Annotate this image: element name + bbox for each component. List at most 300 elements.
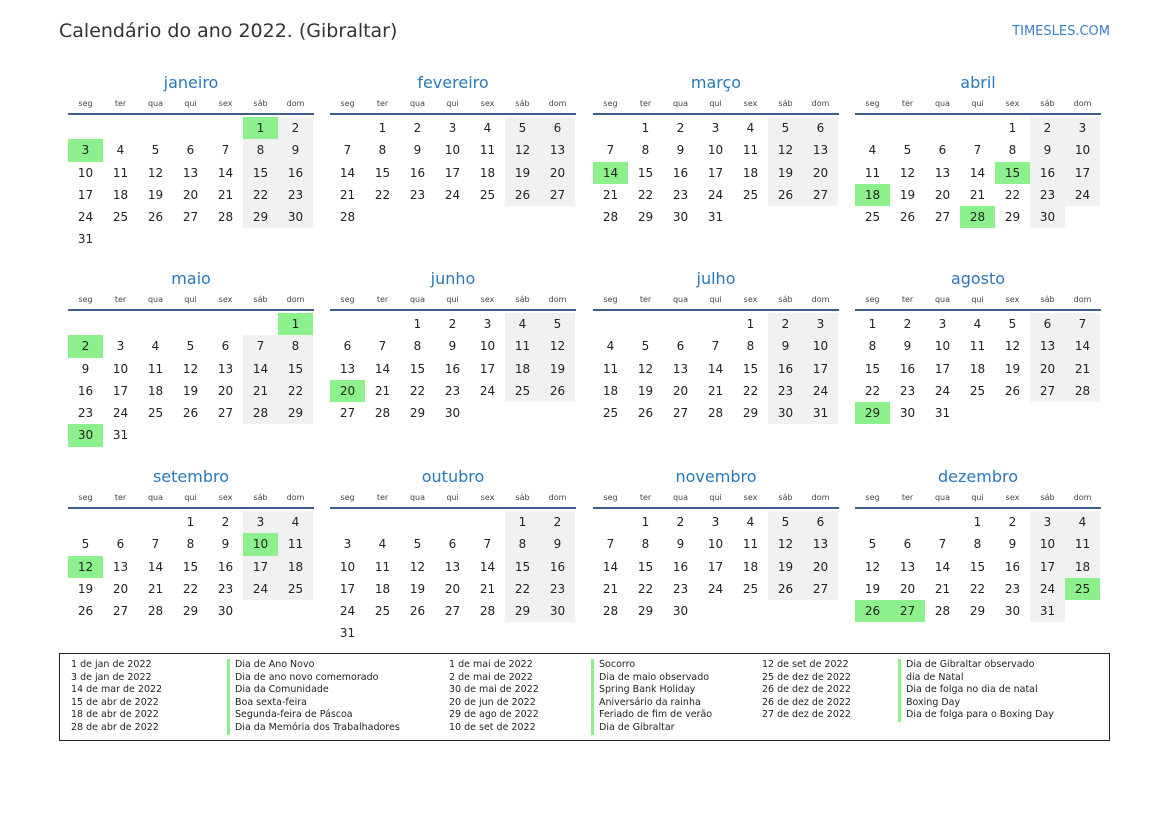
weekday-label: qua xyxy=(409,295,426,304)
day-cell: 19 xyxy=(768,556,803,578)
day-cell: 19 xyxy=(637,383,654,398)
day-cell: 28 xyxy=(707,406,724,421)
day-cell: 19 xyxy=(505,162,540,184)
day-cell: 8 xyxy=(641,143,650,158)
weekday-label: seg xyxy=(865,295,880,304)
day-cell: 14 xyxy=(243,358,278,380)
day-cell: 26 xyxy=(147,210,164,225)
weekday-label: seg xyxy=(865,493,880,502)
weekday-label: sex xyxy=(743,493,758,502)
legend-date: 20 de jun de 2022 xyxy=(449,696,536,708)
day-cell: 2 xyxy=(1008,515,1017,529)
month-title: março xyxy=(690,73,742,92)
day-cell: 3 xyxy=(116,339,125,354)
weekday-label: ter xyxy=(901,493,914,502)
day-cell: 26 xyxy=(505,184,540,206)
legend-holiday-name: Dia de Gibraltar observado xyxy=(898,659,1054,672)
weekday-label: seg xyxy=(603,99,618,108)
day-cell: 23 xyxy=(672,581,689,596)
day-cell: 11 xyxy=(742,143,759,158)
empty-day-cell xyxy=(330,313,365,335)
day-cell: 18 xyxy=(147,383,164,398)
holiday-day-cell: 1 xyxy=(243,117,278,139)
day-cell: 8 xyxy=(973,537,982,552)
day-cell: 23 xyxy=(1030,184,1065,206)
weekday-header xyxy=(855,98,1101,115)
weekday-label: sáb xyxy=(778,493,793,502)
day-cell: 14 xyxy=(934,559,951,574)
day-cell: 8 xyxy=(746,339,755,354)
day-cell: 6 xyxy=(343,339,352,354)
weekday-header xyxy=(593,98,839,115)
weekday-label: dom xyxy=(1073,99,1092,108)
brand-link[interactable]: TIMESLES.COM xyxy=(1012,24,1110,39)
legend-date-column xyxy=(762,659,851,722)
day-cell: 19 xyxy=(77,581,94,596)
day-cell: 13 xyxy=(672,361,689,376)
holiday-day-cell: 3 xyxy=(68,139,103,161)
weekday-label: seg xyxy=(603,295,618,304)
month-title: janeiro xyxy=(163,73,219,92)
day-cell: 17 xyxy=(243,556,278,578)
day-cell: 4 xyxy=(505,313,540,335)
day-cell: 31 xyxy=(112,428,129,443)
empty-day-cell xyxy=(628,313,663,335)
month-title: setembro xyxy=(152,467,230,486)
weekday-label: qua xyxy=(672,99,689,108)
day-cell: 15 xyxy=(969,559,986,574)
day-cell: 1 xyxy=(413,317,422,331)
weekday-label: qui xyxy=(446,295,459,304)
empty-day-cell xyxy=(138,511,173,533)
day-cell: 12 xyxy=(147,165,164,180)
legend-holiday-name: Boa sexta-feira xyxy=(227,697,400,710)
holiday-day-cell: 18 xyxy=(855,184,890,206)
day-cell: 28 xyxy=(602,604,619,619)
empty-day-cell xyxy=(68,511,103,533)
day-cell: 20 xyxy=(672,383,689,398)
day-grid xyxy=(68,117,314,251)
weekday-label: qui xyxy=(709,493,722,502)
day-cell: 17 xyxy=(707,165,724,180)
day-cell: 30 xyxy=(672,210,689,225)
weekday-label: ter xyxy=(376,99,389,108)
empty-day-cell xyxy=(138,117,173,139)
day-cell: 28 xyxy=(374,406,391,421)
day-cell: 16 xyxy=(672,559,689,574)
day-cell: 21 xyxy=(934,581,951,596)
day-cell: 19 xyxy=(182,383,199,398)
day-cell: 13 xyxy=(339,361,356,376)
day-cell: 25 xyxy=(479,187,496,202)
day-cell: 26 xyxy=(637,406,654,421)
weekday-label: dom xyxy=(548,493,567,502)
month-agosto xyxy=(855,269,1101,424)
day-cell: 3 xyxy=(1030,511,1065,533)
weekday-label: seg xyxy=(78,493,93,502)
legend-date: 26 de dez de 2022 xyxy=(762,684,851,696)
empty-day-cell xyxy=(330,117,365,139)
day-cell: 5 xyxy=(641,339,650,354)
month-fevereiro xyxy=(330,73,576,228)
day-cell: 28 xyxy=(243,402,278,424)
weekday-label: qui xyxy=(709,295,722,304)
legend-date: 14 de mar de 2022 xyxy=(71,684,163,696)
day-cell: 8 xyxy=(186,537,195,552)
holiday-day-cell: 14 xyxy=(593,162,628,184)
month-title: maio xyxy=(171,269,211,288)
day-cell: 15 xyxy=(409,361,426,376)
legend-holiday-name: Feriado de fim de verão xyxy=(591,709,712,722)
empty-day-cell xyxy=(960,117,995,139)
day-cell: 5 xyxy=(81,537,90,552)
day-cell: 19 xyxy=(540,358,575,380)
day-cell: 22 xyxy=(505,578,540,600)
day-cell: 7 xyxy=(606,143,615,158)
day-cell: 21 xyxy=(602,581,619,596)
empty-day-cell xyxy=(400,511,435,533)
day-cell: 11 xyxy=(112,165,129,180)
day-cell: 8 xyxy=(278,335,313,357)
empty-day-cell xyxy=(925,511,960,533)
day-cell: 16 xyxy=(77,383,94,398)
weekday-label: sáb xyxy=(253,493,268,502)
day-cell: 22 xyxy=(243,184,278,206)
day-cell: 2 xyxy=(903,317,912,331)
weekday-header xyxy=(330,492,576,509)
weekday-header xyxy=(593,492,839,509)
legend-date: 18 de abr de 2022 xyxy=(71,709,159,721)
day-cell: 30 xyxy=(899,406,916,421)
day-cell: 6 xyxy=(540,117,575,139)
day-cell: 13 xyxy=(803,533,838,555)
day-cell: 4 xyxy=(151,339,160,354)
weekday-label: ter xyxy=(901,295,914,304)
day-cell: 23 xyxy=(77,406,94,421)
day-cell: 21 xyxy=(479,581,496,596)
day-cell: 7 xyxy=(151,537,160,552)
empty-day-cell xyxy=(890,117,925,139)
weekday-label: qua xyxy=(409,493,426,502)
day-cell: 8 xyxy=(641,537,650,552)
day-cell: 23 xyxy=(899,383,916,398)
day-cell: 9 xyxy=(1030,139,1065,161)
day-cell: 28 xyxy=(147,604,164,619)
day-cell: 17 xyxy=(112,383,129,398)
weekday-label: dom xyxy=(1073,493,1092,502)
day-grid xyxy=(593,117,839,228)
weekday-label: qua xyxy=(672,295,689,304)
day-cell: 12 xyxy=(505,139,540,161)
day-cell: 25 xyxy=(742,581,759,596)
day-grid xyxy=(593,313,839,424)
day-cell: 4 xyxy=(746,515,755,529)
day-cell: 30 xyxy=(768,402,803,424)
empty-day-cell xyxy=(68,313,103,335)
month-title: agosto xyxy=(950,269,1006,288)
legend-date: 1 de jan de 2022 xyxy=(71,659,152,670)
day-cell: 1 xyxy=(641,515,650,529)
legend-holiday-name: Dia de Ano Novo xyxy=(227,659,400,672)
day-cell: 22 xyxy=(864,383,881,398)
weekday-label: sex xyxy=(743,295,758,304)
weekday-label: sáb xyxy=(515,493,530,502)
day-cell: 9 xyxy=(278,139,313,161)
weekday-label: ter xyxy=(376,295,389,304)
day-cell: 13 xyxy=(540,139,575,161)
weekday-header xyxy=(68,98,314,115)
day-cell: 22 xyxy=(637,187,654,202)
day-cell: 8 xyxy=(378,143,387,158)
day-cell: 17 xyxy=(77,187,94,202)
day-cell: 24 xyxy=(707,581,724,596)
weekday-label: qua xyxy=(147,295,164,304)
day-cell: 17 xyxy=(479,361,496,376)
day-cell: 25 xyxy=(278,578,313,600)
day-cell: 12 xyxy=(540,335,575,357)
empty-day-cell xyxy=(365,313,400,335)
month-junho xyxy=(330,269,576,424)
legend-holiday-name: Boxing Day xyxy=(898,697,1054,710)
weekday-header xyxy=(68,294,314,311)
holiday-day-cell: 28 xyxy=(960,206,995,228)
legend-date-column xyxy=(449,659,539,735)
day-cell: 19 xyxy=(409,581,426,596)
day-cell: 23 xyxy=(409,187,426,202)
day-cell: 7 xyxy=(973,143,982,158)
day-cell: 11 xyxy=(602,361,619,376)
day-cell: 26 xyxy=(899,210,916,225)
day-cell: 8 xyxy=(243,139,278,161)
day-cell: 9 xyxy=(81,361,90,376)
legend-holiday-name: Segunda-feira de Páscoa xyxy=(227,709,400,722)
day-cell: 31 xyxy=(339,626,356,641)
weekday-label: seg xyxy=(340,493,355,502)
holiday-day-cell: 29 xyxy=(855,402,890,424)
day-cell: 1 xyxy=(973,515,982,529)
weekday-label: qua xyxy=(934,295,951,304)
day-grid xyxy=(330,511,576,645)
legend-date: 29 de ago de 2022 xyxy=(449,709,539,721)
day-cell: 11 xyxy=(505,335,540,357)
day-cell: 18 xyxy=(742,559,759,574)
weekday-label: sáb xyxy=(778,295,793,304)
day-cell: 9 xyxy=(448,339,457,354)
day-grid xyxy=(330,117,576,228)
empty-day-cell xyxy=(103,511,138,533)
weekday-header xyxy=(68,492,314,509)
day-cell: 10 xyxy=(339,559,356,574)
day-cell: 4 xyxy=(278,511,313,533)
weekday-label: dom xyxy=(1073,295,1092,304)
day-cell: 12 xyxy=(637,361,654,376)
day-cell: 1 xyxy=(868,317,877,331)
day-cell: 8 xyxy=(413,339,422,354)
holiday-day-cell: 20 xyxy=(330,380,365,402)
legend-holiday-name: Spring Bank Holiday xyxy=(591,684,712,697)
day-cell: 10 xyxy=(112,361,129,376)
weekday-label: sex xyxy=(480,99,495,108)
day-cell: 10 xyxy=(934,339,951,354)
month-março xyxy=(593,73,839,228)
day-cell: 14 xyxy=(479,559,496,574)
day-cell: 1 xyxy=(378,121,387,135)
day-cell: 5 xyxy=(540,313,575,335)
weekday-label: sex xyxy=(1005,493,1020,502)
day-cell: 28 xyxy=(479,604,496,619)
day-cell: 26 xyxy=(768,578,803,600)
legend-date: 10 de set de 2022 xyxy=(449,721,536,733)
day-cell: 30 xyxy=(444,406,461,421)
day-cell: 7 xyxy=(1065,313,1100,335)
day-grid xyxy=(330,313,576,424)
day-cell: 21 xyxy=(602,187,619,202)
legend-holiday-name: Dia de folga para o Boxing Day xyxy=(898,709,1054,722)
weekday-label: qui xyxy=(971,99,984,108)
weekday-label: ter xyxy=(114,99,127,108)
day-cell: 21 xyxy=(374,383,391,398)
day-cell: 17 xyxy=(803,358,838,380)
day-cell: 20 xyxy=(444,581,461,596)
day-cell: 12 xyxy=(182,361,199,376)
legend-date: 30 de mai de 2022 xyxy=(449,684,539,696)
day-cell: 27 xyxy=(112,604,129,619)
holiday-day-cell: 1 xyxy=(278,313,313,335)
legend-date: 3 de jan de 2022 xyxy=(71,671,152,683)
day-cell: 19 xyxy=(1004,361,1021,376)
empty-day-cell xyxy=(173,117,208,139)
day-cell: 6 xyxy=(803,117,838,139)
day-cell: 15 xyxy=(864,361,881,376)
day-cell: 24 xyxy=(444,187,461,202)
day-cell: 7 xyxy=(483,537,492,552)
weekday-header xyxy=(593,294,839,311)
weekday-label: sáb xyxy=(253,99,268,108)
day-cell: 12 xyxy=(1004,339,1021,354)
day-cell: 5 xyxy=(768,117,803,139)
day-cell: 8 xyxy=(505,533,540,555)
day-cell: 4 xyxy=(1065,511,1100,533)
page-title: Calendário do ano 2022. (Gibraltar) xyxy=(59,20,398,42)
day-cell: 9 xyxy=(1008,537,1017,552)
day-cell: 5 xyxy=(768,511,803,533)
day-cell: 2 xyxy=(768,313,803,335)
day-cell: 19 xyxy=(147,187,164,202)
month-title: outubro xyxy=(421,467,485,486)
month-janeiro xyxy=(68,73,314,251)
day-cell: 17 xyxy=(1030,556,1065,578)
day-cell: 19 xyxy=(768,162,803,184)
day-cell: 28 xyxy=(217,210,234,225)
day-cell: 20 xyxy=(934,187,951,202)
day-cell: 5 xyxy=(903,143,912,158)
day-cell: 24 xyxy=(707,187,724,202)
day-cell: 3 xyxy=(711,515,720,529)
empty-day-cell xyxy=(103,313,138,335)
empty-day-cell xyxy=(365,511,400,533)
day-cell: 12 xyxy=(899,165,916,180)
day-cell: 29 xyxy=(505,600,540,622)
day-grid xyxy=(593,511,839,622)
legend-holiday-name: Dia de folga no dia de natal xyxy=(898,684,1054,697)
day-cell: 4 xyxy=(116,143,125,158)
day-cell: 17 xyxy=(707,559,724,574)
day-cell: 25 xyxy=(147,406,164,421)
empty-day-cell xyxy=(698,313,733,335)
day-cell: 9 xyxy=(540,533,575,555)
weekday-label: qua xyxy=(672,493,689,502)
day-cell: 3 xyxy=(243,511,278,533)
day-cell: 16 xyxy=(1004,559,1021,574)
day-cell: 15 xyxy=(182,559,199,574)
day-cell: 10 xyxy=(1065,139,1100,161)
day-cell: 19 xyxy=(864,581,881,596)
weekday-label: dom xyxy=(811,493,830,502)
weekday-label: sex xyxy=(480,295,495,304)
day-cell: 26 xyxy=(768,184,803,206)
day-cell: 6 xyxy=(186,143,195,158)
empty-day-cell xyxy=(855,511,890,533)
day-grid xyxy=(855,117,1101,228)
day-cell: 29 xyxy=(409,406,426,421)
day-cell: 21 xyxy=(1065,358,1100,380)
day-cell: 14 xyxy=(1065,335,1100,357)
weekday-label: sáb xyxy=(1040,99,1055,108)
day-cell: 2 xyxy=(1030,117,1065,139)
weekday-label: seg xyxy=(865,99,880,108)
day-cell: 14 xyxy=(217,165,234,180)
day-cell: 15 xyxy=(278,358,313,380)
weekday-label: dom xyxy=(286,493,305,502)
day-cell: 5 xyxy=(868,537,877,552)
legend-date: 25 de dez de 2022 xyxy=(762,671,851,683)
day-cell: 25 xyxy=(374,604,391,619)
day-cell: 30 xyxy=(672,604,689,619)
holiday-day-cell: 15 xyxy=(995,162,1030,184)
day-cell: 27 xyxy=(182,210,199,225)
day-cell: 4 xyxy=(973,317,982,331)
day-cell: 15 xyxy=(742,361,759,376)
weekday-label: dom xyxy=(548,99,567,108)
day-cell: 11 xyxy=(742,537,759,552)
day-cell: 5 xyxy=(1008,317,1017,331)
weekday-label: seg xyxy=(603,493,618,502)
day-cell: 16 xyxy=(217,559,234,574)
weekday-label: sáb xyxy=(778,99,793,108)
day-cell: 30 xyxy=(540,600,575,622)
day-cell: 31 xyxy=(1030,600,1065,622)
empty-day-cell xyxy=(925,117,960,139)
day-cell: 15 xyxy=(637,559,654,574)
day-cell: 23 xyxy=(540,578,575,600)
day-cell: 6 xyxy=(1030,313,1065,335)
day-cell: 13 xyxy=(899,559,916,574)
weekday-label: dom xyxy=(811,295,830,304)
day-cell: 14 xyxy=(969,165,986,180)
day-cell: 25 xyxy=(864,210,881,225)
day-cell: 25 xyxy=(112,210,129,225)
day-cell: 2 xyxy=(540,511,575,533)
empty-day-cell xyxy=(208,117,243,139)
weekday-label: dom xyxy=(286,99,305,108)
holiday-day-cell: 12 xyxy=(68,556,103,578)
legend-date: 2 de mai de 2022 xyxy=(449,671,533,683)
day-cell: 29 xyxy=(1004,210,1021,225)
day-cell: 24 xyxy=(112,406,129,421)
day-cell: 23 xyxy=(217,581,234,596)
weekday-label: sex xyxy=(218,493,233,502)
day-cell: 11 xyxy=(969,339,986,354)
